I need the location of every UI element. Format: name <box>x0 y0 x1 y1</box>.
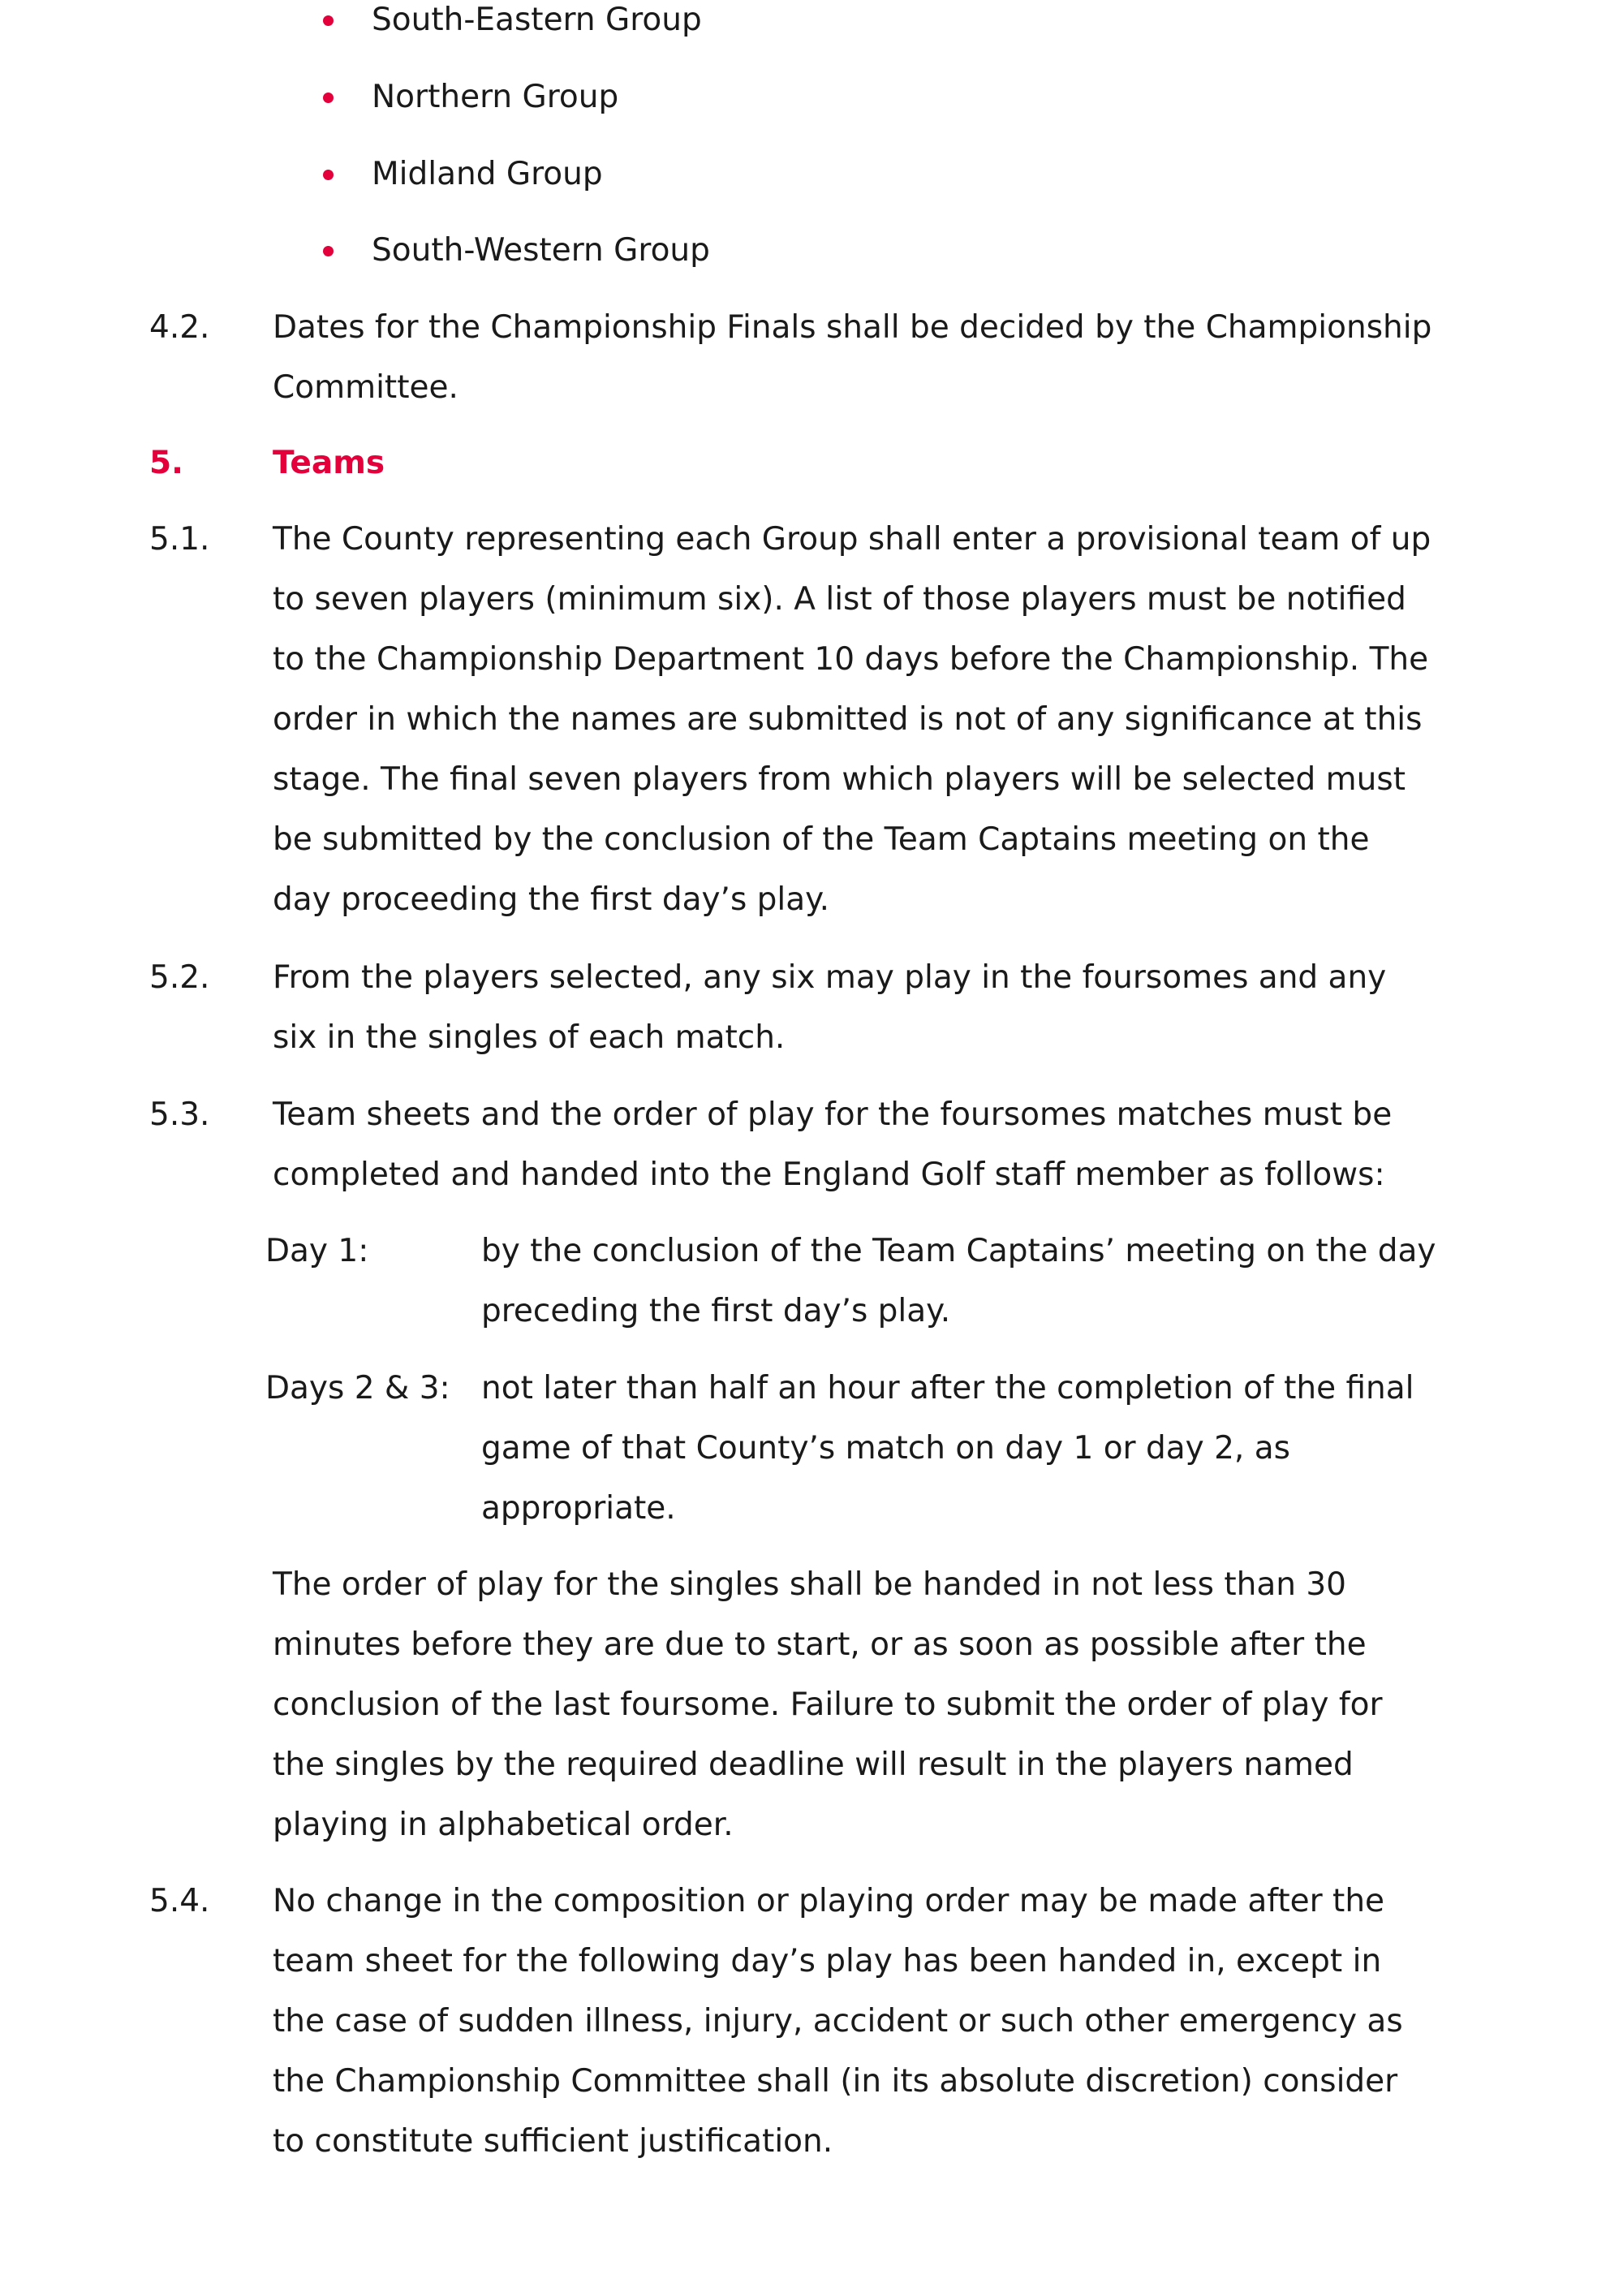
list-item-text: Midland Group <box>372 156 603 192</box>
bullet-icon <box>323 15 334 26</box>
day-label: Days 2 & 3: <box>265 1370 450 1406</box>
text-line: day proceeding the first day’s play. <box>273 881 830 918</box>
text-line: preceding the first day’s play. <box>481 1293 951 1329</box>
text-line: not later than half an hour after the completion of the final <box>481 1370 1414 1406</box>
text-line: game of that County’s match on day 1 or day 2, as <box>481 1430 1290 1467</box>
text-line: six in the singles of each match. <box>273 1019 786 1056</box>
text-line: to seven players (minimum six). A list of those players must be notified <box>273 581 1406 618</box>
clause-number: 5.3. <box>149 1096 210 1133</box>
text-line: the Championship Committee shall (in its absolute discretion) consider <box>273 2063 1398 2100</box>
clause-number: 4.2. <box>149 309 210 346</box>
text-line: by the conclusion of the Team Captains’ meeting on the day <box>481 1233 1436 1269</box>
text-line: team sheet for the following day’s play has been handed in, except in <box>273 1943 1382 1979</box>
list-item-text: South-Eastern Group <box>372 2 702 38</box>
text-line: No change in the composition or playing order may be made after the <box>273 1883 1385 1919</box>
list-item-text: Northern Group <box>372 79 619 115</box>
text-line: playing in alphabetical order. <box>273 1807 734 1843</box>
text-line: the singles by the required deadline will result in the players named <box>273 1747 1354 1783</box>
bullet-icon <box>323 170 334 180</box>
clause-number: 5.1. <box>149 521 210 558</box>
text-line: appropriate. <box>481 1490 676 1527</box>
text-line: the case of sudden illness, injury, accident or such other emergency as <box>273 2003 1403 2040</box>
text-line: order in which the names are submitted is not of any significance at this <box>273 701 1423 738</box>
list-item <box>0 67 1623 127</box>
text-line: From the players selected, any six may play in the foursomes and any <box>273 959 1387 996</box>
bullet-icon <box>323 246 334 256</box>
text-line: to the Championship Department 10 days before the Championship. The <box>273 641 1429 678</box>
text-line: Team sheets and the order of play for the foursomes matches must be <box>273 1096 1393 1133</box>
text-line: completed and handed into the England Golf staff member as follows: <box>273 1157 1385 1193</box>
list-item <box>0 221 1623 281</box>
bullet-icon <box>323 93 334 103</box>
text-line: be submitted by the conclusion of the Team Captains meeting on the <box>273 821 1370 858</box>
list-item <box>0 0 1623 50</box>
text-line: stage. The final seven players from which players will be selected must <box>273 761 1406 798</box>
text-line: conclusion of the last foursome. Failure to submit the order of play for <box>273 1686 1383 1723</box>
clause-number: 5.2. <box>149 959 210 996</box>
clause-number: 5.4. <box>149 1883 210 1919</box>
section-title: Teams <box>273 445 385 481</box>
list-item-text: South-Western Group <box>372 232 710 269</box>
text-line: The order of play for the singles shall be handed in not less than 30 <box>273 1566 1346 1603</box>
section-number: 5. <box>149 445 183 481</box>
text-line: Dates for the Championship Finals shall be decided by the Championship <box>273 309 1432 346</box>
text-line: minutes before they are due to start, or as soon as possible after the <box>273 1626 1367 1663</box>
text-line: The County representing each Group shall enter a provisional team of up <box>273 521 1431 558</box>
text-line: to constitute sufficient justification. <box>273 2123 833 2160</box>
list-item <box>0 144 1623 205</box>
text-line: Committee. <box>273 369 458 406</box>
day-label: Day 1: <box>265 1233 369 1269</box>
